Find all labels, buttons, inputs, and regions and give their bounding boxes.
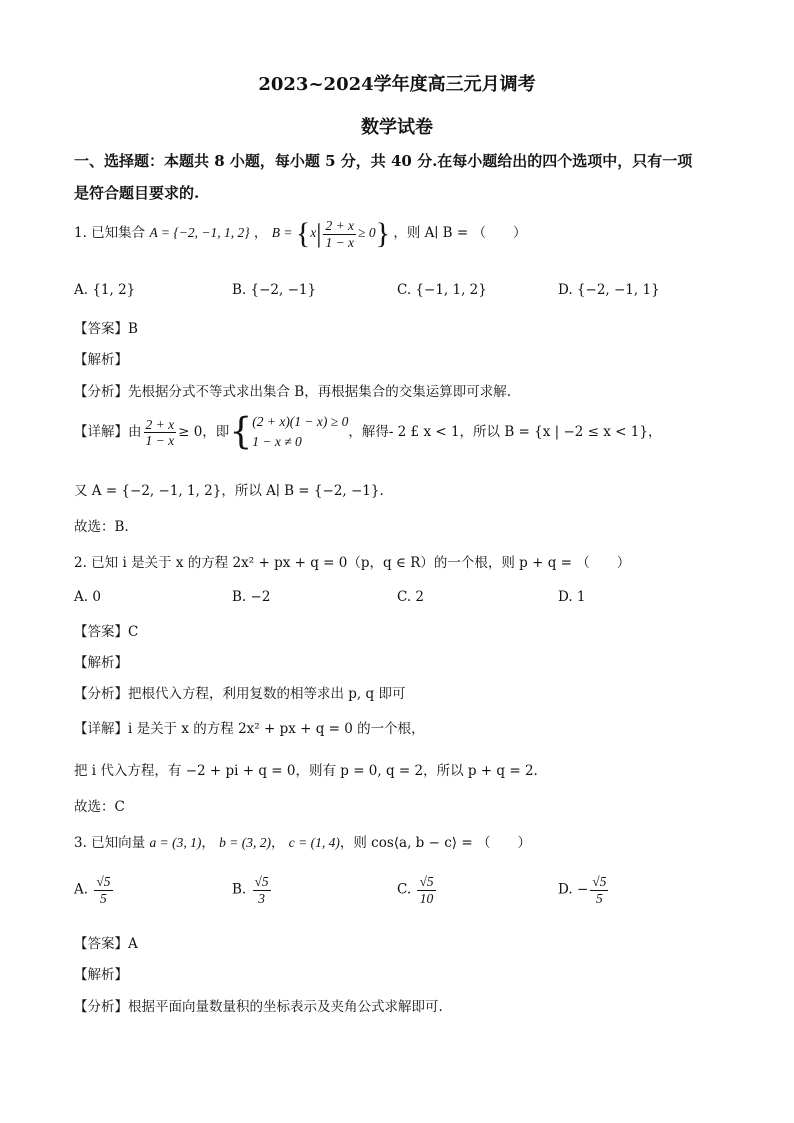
q2-option-b: B. −2 (232, 589, 271, 605)
q3-jiexi: 【解析】 (74, 967, 128, 983)
q1-sys-line2: 1 − x ≠ 0 (252, 434, 302, 450)
q3-option-d (558, 874, 610, 906)
q3-vector-a: a = (3, 1) (149, 835, 202, 850)
q2-detail-line2: 把 i 代入方程，有 −2 + pi + q = 0，则有 p = 0, q = 2，所以 p + q = 2. (74, 763, 538, 779)
q1-detail-ineq: ≥ 0，即 (178, 423, 230, 440)
q3-option-a-num: √5 (96, 874, 111, 889)
q3-option-d-num: √5 (592, 874, 607, 889)
q1-option-b: B. {−2, −1} (232, 282, 317, 298)
q2-option-c: C. 2 (397, 589, 425, 605)
question-2-stem: 2. 已知 i 是关于 x 的方程 2x² + px + q = 0（p，q ∈ R）的一个根，则 p + q = （ ） (74, 555, 631, 571)
q3-option-a (74, 874, 115, 906)
q2-jiexi: 【解析】 (74, 655, 128, 671)
q1-detail-lead: 【详解】由 (74, 423, 142, 440)
q3-tail: ，则 cos⟨a, b − c⟩ = （ ） (339, 835, 531, 851)
q1-xuan: 故选：B. (74, 519, 129, 535)
q3-option-a-den: 5 (100, 890, 107, 906)
question-1-stem (74, 218, 526, 250)
q1-detail-tail: ，解得- 2 £ x < 1，所以 B = {x | −2 ≤ x < 1}， (348, 423, 662, 440)
section-heading-line1: 一、选择题：本题共 8 小题，每小题 5 分，共 40 分.在每小题给出的四个选项中，只有一项 (74, 152, 693, 170)
q3-option-b-num: √5 (254, 874, 269, 889)
q1-set-b: B = {x| $\frac{2 + x}{1 - x}$ ≥ 0} (271, 217, 390, 251)
q3-option-c (397, 874, 438, 906)
q3-fenxi: 【分析】根据平面向量数量积的坐标表示及夹角公式求解即可. (74, 999, 443, 1015)
q1-answer: 【答案】B (74, 321, 138, 337)
q3-option-d-sign: − (576, 881, 589, 898)
q1-detail-frac-den: 1 − x (145, 433, 175, 449)
q3-option-d-den: 5 (595, 890, 603, 906)
q1-fenxi: 【分析】先根据分式不等式求出集合 B，再根据集合的交集运算即可求解. (74, 384, 512, 400)
q1-prefix: 1. 已知集合 (74, 225, 146, 242)
page-title: 2023~2024学年度高三元月调考 (258, 74, 536, 95)
q1-detail-frac-num: 2 + x (145, 416, 175, 432)
page-subtitle: 数学试卷 (361, 117, 433, 138)
q3-vector-c: c = (1, 4) (288, 835, 340, 850)
q1-set-a: A = {−2, −1, 1, 2} (149, 225, 250, 241)
q1-set-b-lhs: B = (271, 225, 296, 241)
q1-jiexi: 【解析】 (74, 352, 128, 368)
q2-answer: 【答案】C (74, 624, 139, 640)
q3-option-d-label: D. (558, 881, 573, 898)
q3-option-b-den: 3 (258, 890, 265, 906)
question-3-stem: 3. 已知向量 a = (3, 1)， b = (3, 2)， c = (1, 4)，则 cos⟨a, b − c⟩ = （ ） (74, 835, 531, 851)
q3-answer: 【答案】A (74, 936, 138, 952)
q3-option-b (232, 874, 273, 906)
q1-frac-num: 2 + x (325, 218, 355, 233)
q2-xuan: 故选：C (74, 799, 125, 815)
q2-option-a: A. 0 (74, 589, 101, 605)
q3-option-c-den: 10 (419, 890, 434, 906)
q1-frac-den: 1 − x (325, 234, 355, 250)
q1-option-d: D. {−2, −1, 1} (558, 282, 660, 298)
q1-option-a: A. {1, 2} (74, 282, 136, 298)
q3-prefix: 3. 已知向量 (74, 835, 146, 851)
section-heading-line2: 是符合题目要求的. (74, 184, 200, 202)
q2-detail: 【详解】i 是关于 x 的方程 2x² + px + q = 0 的一个根， (74, 721, 425, 737)
q1-sep: ， (253, 225, 268, 242)
q1-set-b-rhs: ≥ 0 (358, 225, 376, 241)
q1-suffix: ，则 A∣ B = （ ） (393, 225, 527, 242)
q3-option-c-num: √5 (419, 874, 434, 889)
q2-fenxi: 【分析】把根代入方程，利用复数的相等求出 p, q 即可 (74, 686, 406, 702)
q3-option-c-label: C. (397, 881, 412, 898)
q1-line-you: 又 A = {−2, −1, 1, 2}，所以 A∣ B = {−2, −1}. (74, 483, 384, 499)
q1-detail: 【详解】由 $\frac{2 + x}{1 - x}$ ≥ 0，即{ (2 + x)(1 − x) ≥ 0 1 − x ≠ 0 ，解得- 2 £ x < 1，所以 B = {x | −2 ≤ x < 1}， (74, 411, 662, 453)
q2-option-d: D. 1 (558, 589, 586, 605)
q1-option-c: C. {−1, 1, 2} (397, 282, 487, 298)
q3-option-a-label: A. (74, 881, 89, 898)
q1-sys-line1: (2 + x)(1 − x) ≥ 0 (252, 414, 349, 429)
q3-vector-b: b = (3, 2) (219, 835, 271, 850)
q3-option-b-label: B. (232, 881, 247, 898)
